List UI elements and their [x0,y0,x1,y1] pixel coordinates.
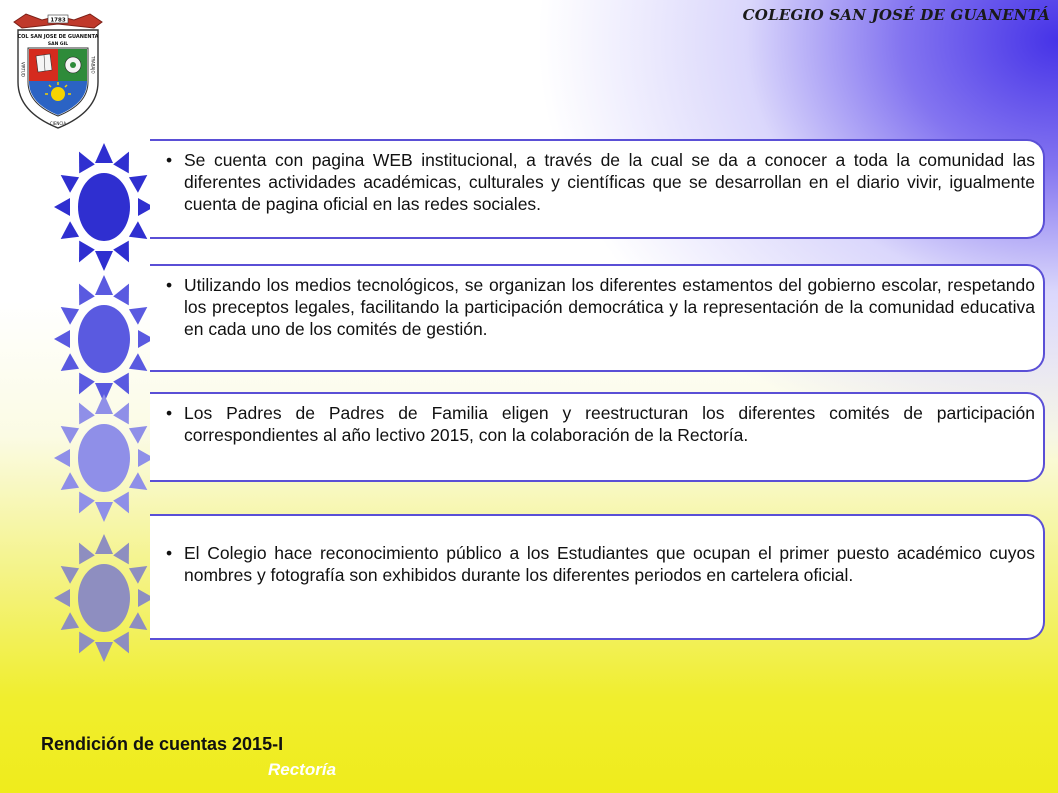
sun-ray [113,284,129,306]
info-card-government [150,264,1045,372]
sun-ray [129,426,147,444]
info-card-recognition [150,514,1045,640]
sun-core [78,305,130,373]
school-name-header: COLEGIO SAN JOSÉ DE GUANENTÁ [742,6,1050,24]
footer-title: Rendición de cuentas 2015-I [41,734,284,754]
sun-ray [61,426,79,444]
sun-ray [113,241,129,263]
school-crest-logo [12,12,104,132]
sun-ray [113,543,129,565]
sun-ray [129,175,147,193]
sun-ray [54,198,70,216]
sun-core [78,564,130,632]
info-card-parents [150,392,1045,482]
footer-subtitle: Rectoría [268,760,337,779]
sun-core [78,173,130,241]
sun-ray [129,307,147,325]
sun-ray [61,221,79,239]
info-text: • El Colegio hace reconocimiento público a los Estudiantes que ocupan el primer puesto académico cuyos nombres y fotografía son exhibidos durante los diferentes periodos en cartelera oficial. [162,542,1035,586]
sun-ray [79,492,95,514]
sun-ray [79,284,95,306]
sun-ray [113,403,129,425]
sun-ray [61,472,79,490]
sun-ray [113,152,129,174]
sun-ray [61,612,79,630]
sun-ray [61,175,79,193]
sun-ray [54,330,70,348]
sun-ray [54,449,70,467]
sun-ray [113,632,129,654]
sun-ray [129,353,147,371]
sun-ray [95,275,113,295]
sun-ray [61,353,79,371]
sun-ray [129,566,147,584]
sun-ray [95,534,113,554]
sun-ray [61,307,79,325]
sun-icon [52,533,156,663]
crest-right-word: TRABAJO [90,56,96,74]
sun-ray [79,152,95,174]
sun-ray [79,373,95,395]
crest-year: 1783 [50,17,66,24]
sun-ray [129,612,147,630]
sun-ray [129,472,147,490]
info-card-web [150,139,1045,239]
sun-ray [54,589,70,607]
sun-ray [129,221,147,239]
sun-ray [61,566,79,584]
sun-ray [95,143,113,163]
crest-left-word: VIRTUD [20,62,26,77]
crest-city: SAN GIL [47,42,69,47]
sun-ray [113,492,129,514]
sun-ray [95,502,113,522]
sun-ray [95,394,113,414]
sun-ray [79,241,95,263]
sun-ray [79,632,95,654]
sun-ray [95,251,113,271]
sun-icon [52,142,156,272]
sun-ray [95,642,113,662]
sun-ray [113,373,129,395]
sun-core [78,424,130,492]
info-text: • Se cuenta con pagina WEB institucional, a través de la cual se da a conocer a toda la comunidad las diferentes actividades académicas, culturales y científicas que se desarrollan en el diario vivir, igualmente cuenta de pagina oficial en las redes sociales. [162,149,1035,215]
info-text: • Utilizando los medios tecnológicos, se organizan los diferentes estamentos del gobierno escolar, respetando los preceptos legales, facilitando la participación democrática y la representación de la comunidad educativa en cada uno de los comités de gestión. [162,274,1035,340]
sun-icon [52,274,156,404]
info-text: • Los Padres de Padres de Familia eligen y reestructuran los diferentes comités de participación correspondientes al año lectivo 2015, con la colaboración de la Rectoría. [162,402,1035,446]
sun-ray [79,543,95,565]
crest-bottom-word: CIENCIA [49,121,67,126]
sun-ray [79,403,95,425]
crest-ribbon-text: COL SAN JOSE DE GUANENTA [17,34,99,40]
sun-icon [52,393,156,523]
